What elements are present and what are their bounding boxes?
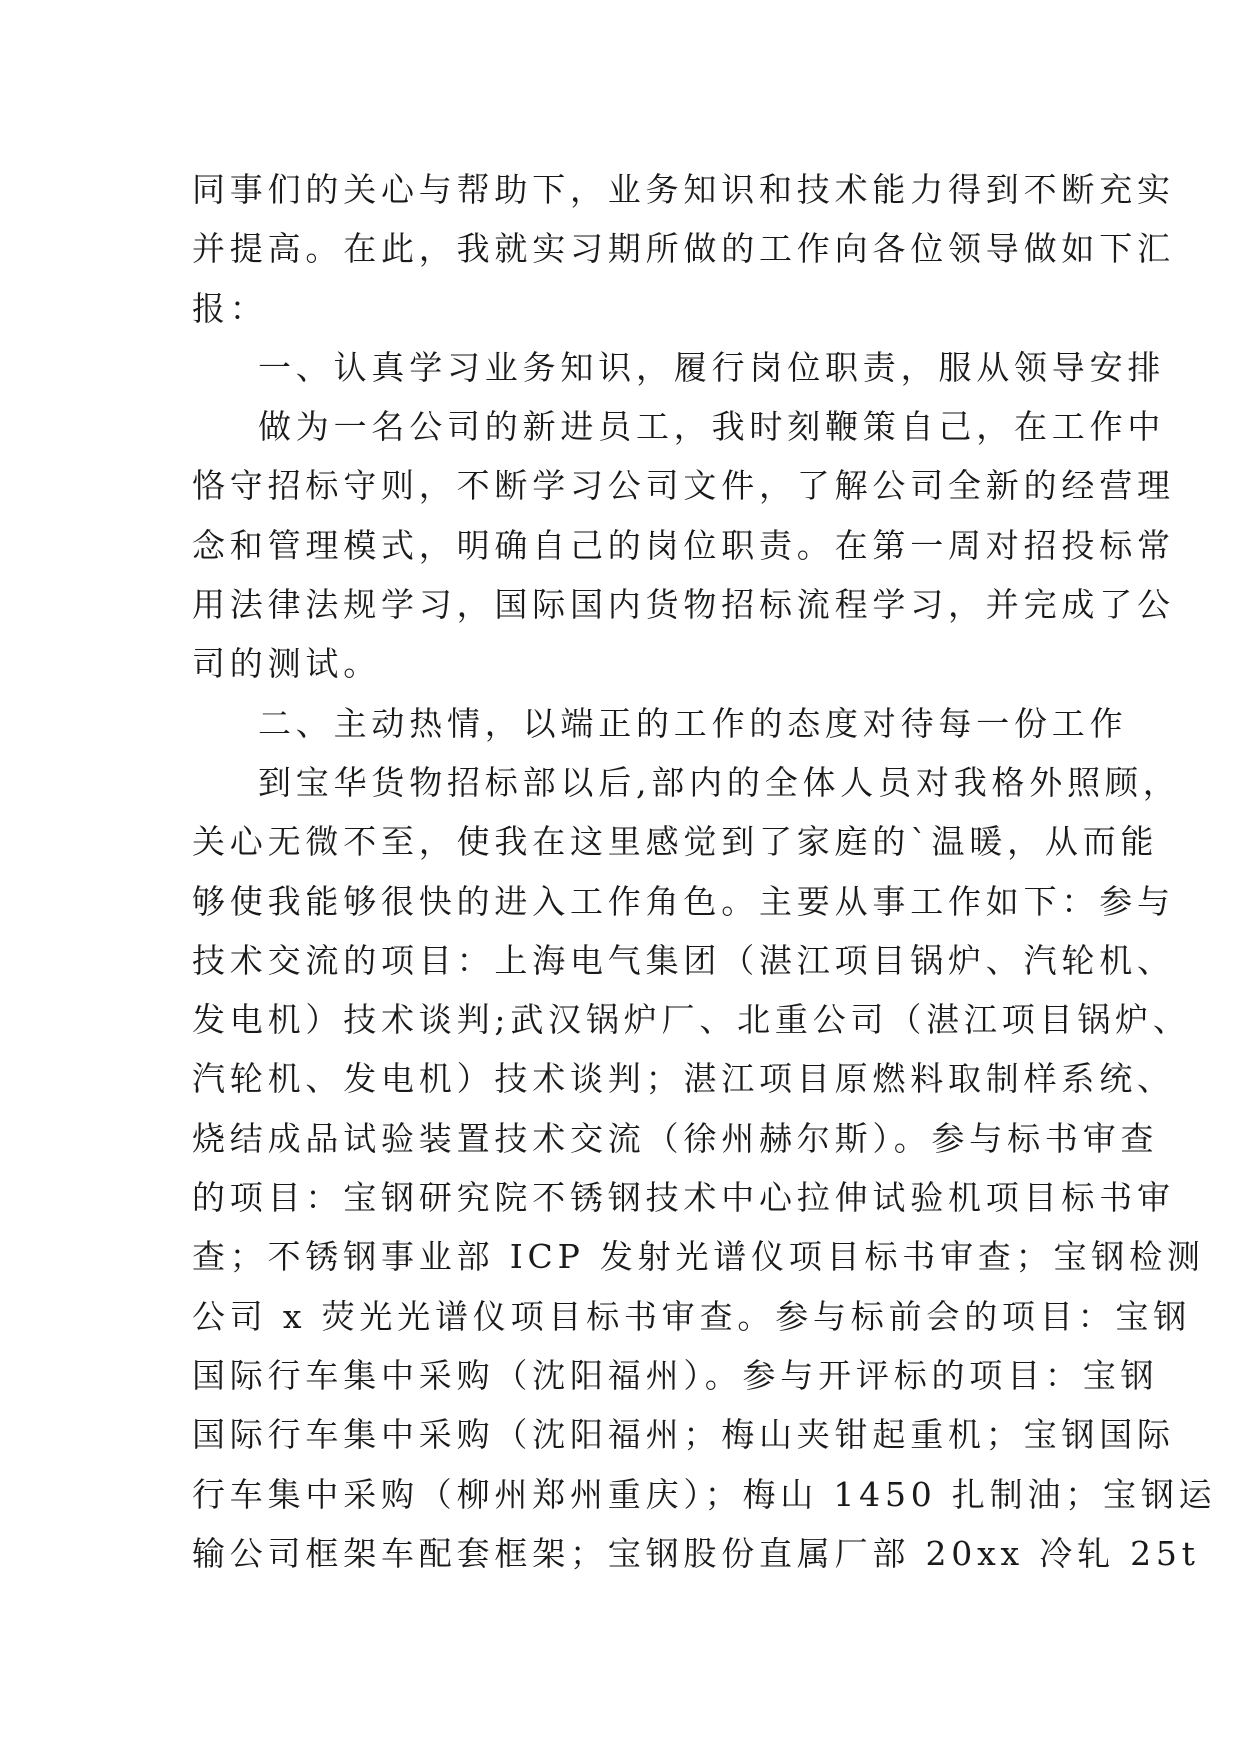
text-line: 够使我能够很快的进入工作角色。主要从事工作如下：参与 <box>192 881 1175 921</box>
text-line: 行车集中采购（柳州郑州重庆）；梅山 1450 扎制油；宝钢运 <box>192 1474 1217 1514</box>
text-line: 国际行车集中采购（沈阳福州；梅山夹钳起重机；宝钢国际 <box>192 1415 1175 1455</box>
text-line: 公司 x 荧光光谱仪项目标书审查。参与标前会的项目：宝钢 <box>192 1296 1191 1336</box>
paragraph-start: 到宝华货物招标部以后,部内的全体人员对我格外照顾， <box>258 762 1181 802</box>
text-line: 关心无微不至，使我在这里感觉到了家庭的`温暖，从而能 <box>192 822 1159 862</box>
document-body <box>192 160 1217 1583</box>
text-line: 报： <box>192 288 268 328</box>
text-line: 烧结成品试验装置技术交流（徐州赫尔斯）。参与标书审查 <box>192 1118 1159 1158</box>
text-line: 查；不锈钢事业部 ICP 发射光谱仪项目标书审查；宝钢检测 <box>192 1237 1205 1277</box>
section-heading-1: 一、认真学习业务知识，履行岗位职责，服从领导安排 <box>258 347 1166 387</box>
text-line: 念和管理模式，明确自己的岗位职责。在第一周对招投标常 <box>192 525 1175 565</box>
text-line: 国际行车集中采购（沈阳福州）。参与开评标的项目：宝钢 <box>192 1355 1159 1395</box>
section-heading-2: 二、主动热情，以端正的工作的态度对待每一份工作 <box>258 703 1128 743</box>
text-line: 用法律法规学习，国际国内货物招标流程学习，并完成了公 <box>192 585 1175 625</box>
text-line: 发电机）技术谈判;武汉锅炉厂、北重公司（湛江项目锅炉、 <box>192 1000 1191 1040</box>
text-line: 输公司框架车配套框架；宝钢股份直属厂部 20xx 冷轧 25t <box>192 1533 1200 1573</box>
text-line: 汽轮机、发电机）技术谈判；湛江项目原燃料取制样系统、 <box>192 1059 1175 1099</box>
text-line: 的项目：宝钢研究院不锈钢技术中心拉伸试验机项目标书审 <box>192 1178 1175 1218</box>
paragraph-start: 做为一名公司的新进员工，我时刻鞭策自己，在工作中 <box>258 407 1166 447</box>
text-line: 技术交流的项目：上海电气集团（湛江项目锅炉、汽轮机、 <box>192 940 1175 980</box>
text-line: 并提高。在此，我就实习期所做的工作向各位领导做如下汇 <box>192 229 1175 269</box>
text-line: 恪守招标守则，不断学习公司文件，了解公司全新的经营理 <box>192 466 1175 506</box>
text-line: 同事们的关心与帮助下，业务知识和技术能力得到不断充实 <box>192 170 1175 209</box>
text-line: 司的测试。 <box>192 644 381 684</box>
